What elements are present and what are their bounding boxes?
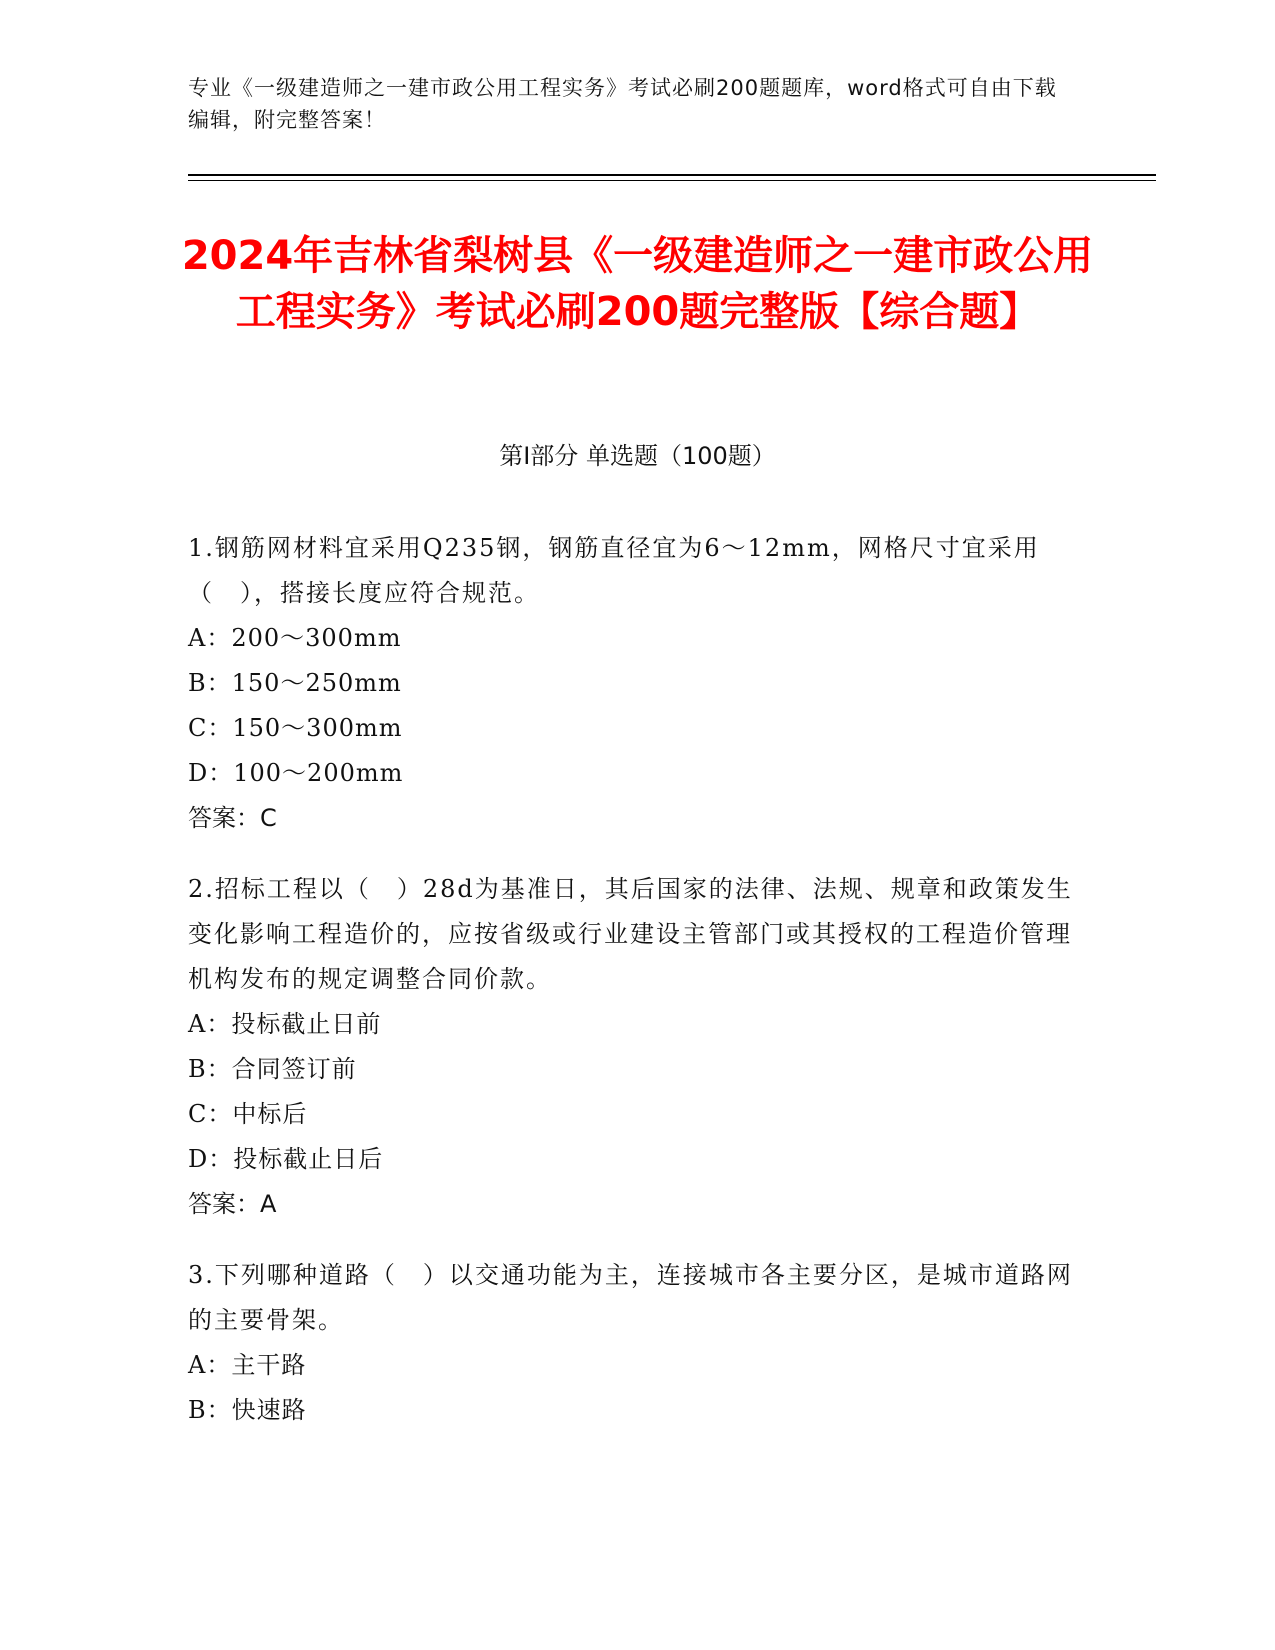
document-title: 2024年吉林省梨树县《一级建造师之一建市政公用工程实务》考试必刷200题完整版【综合题】 <box>181 233 1094 335</box>
question-3 <box>188 1253 1088 1433</box>
option-c: C：中标后 <box>188 1100 308 1128</box>
question-1 <box>188 526 1088 841</box>
option-b: B：150～250mm <box>188 669 402 697</box>
section-heading: 第Ⅰ部分 单选题（100题） <box>499 442 776 470</box>
question-2 <box>188 867 1088 1227</box>
option-b: B：合同签订前 <box>188 1055 357 1083</box>
question-list <box>188 526 1088 1459</box>
option-a: A：投标截止日前 <box>188 1010 382 1038</box>
option-a: A：200～300mm <box>188 624 402 652</box>
question-text: 3.下列哪种道路（ ）以交通功能为主，连接城市各主要分区，是城市道路网的主要骨架。 <box>188 1261 1073 1334</box>
option-d: D：100～200mm <box>188 759 404 787</box>
header-note: 专业《一级建造师之一建市政公用工程实务》考试必刷200题题库，word格式可自由下载编辑，附完整答案！ <box>188 76 1057 132</box>
question-text: 1.钢筋网材料宜采用Q235钢，钢筋直径宜为6～12mm，网格尺寸宜采用（ ），搭接长度应符合规范。 <box>188 534 1040 607</box>
option-a: A：主干路 <box>188 1351 307 1379</box>
question-text: 2.招标工程以（ ）28d为基准日，其后国家的法律、法规、规章和政策发生变化影响工程造价的，应按省级或行业建设主管部门或其授权的工程造价管理机构发布的规定调整合同价款。 <box>188 875 1073 993</box>
answer: 答案：C <box>188 804 277 832</box>
header-divider-thick <box>188 174 1156 176</box>
option-c: C：150～300mm <box>188 714 403 742</box>
header-divider-thin <box>188 180 1156 181</box>
option-b: B：快速路 <box>188 1396 307 1424</box>
answer: 答案：A <box>188 1190 277 1218</box>
option-d: D：投标截止日后 <box>188 1145 384 1173</box>
